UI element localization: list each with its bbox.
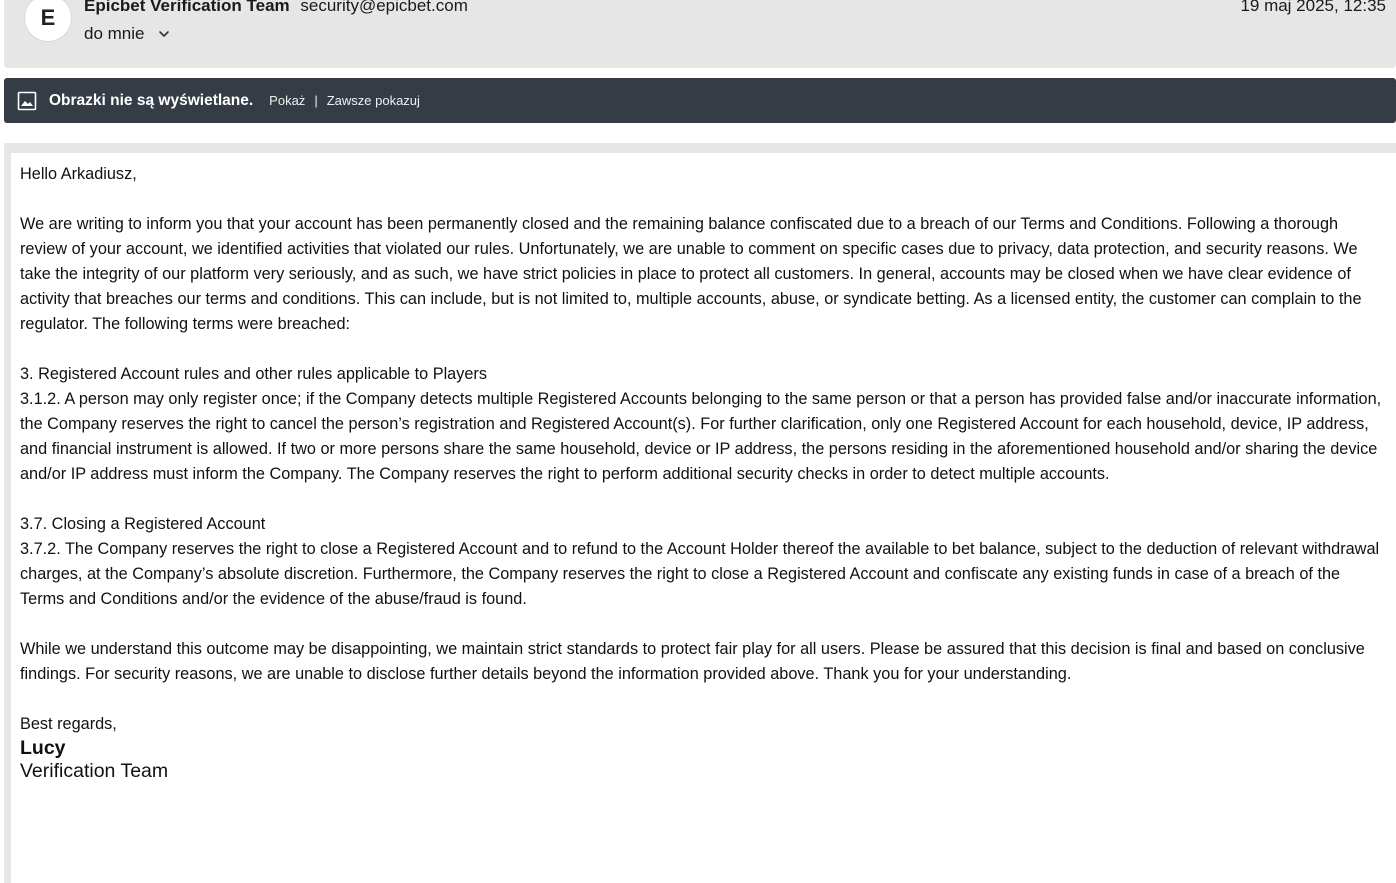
- closing-paragraph: While we understand this outcome may be disappointing, we maintain strict standards to protect fair play for all users. Please be assured that this decision is final and based on conclusive findings. For security reasons, we are unable to disclose further details beyond the information provided above. Thank you for your understanding.: [20, 640, 1365, 683]
- recipient-label: do mnie: [84, 24, 145, 43]
- sender-name[interactable]: Epicbet Verification Team: [84, 0, 290, 15]
- sender-line: [84, 0, 468, 16]
- sign-off: Best regards,: [20, 715, 117, 733]
- signature-team: Verification Team: [20, 760, 169, 782]
- email-content: [20, 162, 1382, 783]
- intro-paragraph: We are writing to inform you that your account has been permanently closed and the remaining balance confiscated due to a breach of our Terms and Conditions. Following a thorough review of your account, we identified activities that violated our rules. Unfortunately, we are unable to comment on specific cases due to privacy, data protection, and security reasons. We take the integrity of our platform very seriously, and as such, we have strict policies in place to protect all customers. In general, accounts may be closed when we have clear evidence of activity that breaches our terms and conditions. This can include, but is not limited to, multiple accounts, abuse, or syndicate betting. As a licensed entity, the customer can complain to the regulator. The following terms were breached:: [20, 215, 1362, 333]
- link-separator: |: [314, 93, 318, 108]
- avatar: E: [24, 0, 72, 42]
- chevron-down-icon[interactable]: [158, 28, 170, 40]
- section1-text: 3.1.2. A person may only register once; if the Company detects multiple Registered Accounts belonging to the same person or that a person has provided false and/or inaccurate information, the Company reserves the right to cancel the person’s registration and Registered Account(s). For further clarification, only one Registered Account for each household, device, IP address, and financial instrument is allowed. If two or more persons share the same household, device or IP address, the persons residing in the aforementioned household and/or sharing the device and/or IP address must inform the Company. The Company reserves the right to perform additional security checks in order to detect multiple accounts.: [20, 390, 1382, 483]
- images-blocked-bar: [4, 78, 1396, 123]
- always-show-images-link[interactable]: Zawsze pokazuj: [326, 93, 420, 108]
- sender-email[interactable]: security@epicbet.com: [300, 0, 468, 15]
- signature-name: Lucy: [20, 737, 66, 759]
- section1-title: 3. Registered Account rules and other rules applicable to Players: [20, 365, 487, 383]
- email-header: [4, 0, 1396, 68]
- images-blocked-message: Obrazki nie są wyświetlane.: [49, 91, 254, 109]
- show-images-link[interactable]: Pokaż: [269, 93, 306, 108]
- recipient-details-toggle[interactable]: [84, 24, 170, 44]
- image-icon: [17, 91, 37, 111]
- greeting: Hello Arkadiusz,: [20, 165, 137, 183]
- email-date: 19 maj 2025, 12:35: [1240, 0, 1386, 15]
- section2-title: 3.7. Closing a Registered Account: [20, 515, 266, 533]
- section2-text: 3.7.2. The Company reserves the right to close a Registered Account and to refund to the Account Holder thereof the available to bet balance, subject to the deduction of relevant withdrawal charges, at the Company’s absolute discretion. Furthermore, the Company reserves the right to close a Registered Account and confiscate any existing funds in case of a breach of the Terms and Conditions and/or the evidence of the abuse/fraud is found.: [20, 540, 1380, 608]
